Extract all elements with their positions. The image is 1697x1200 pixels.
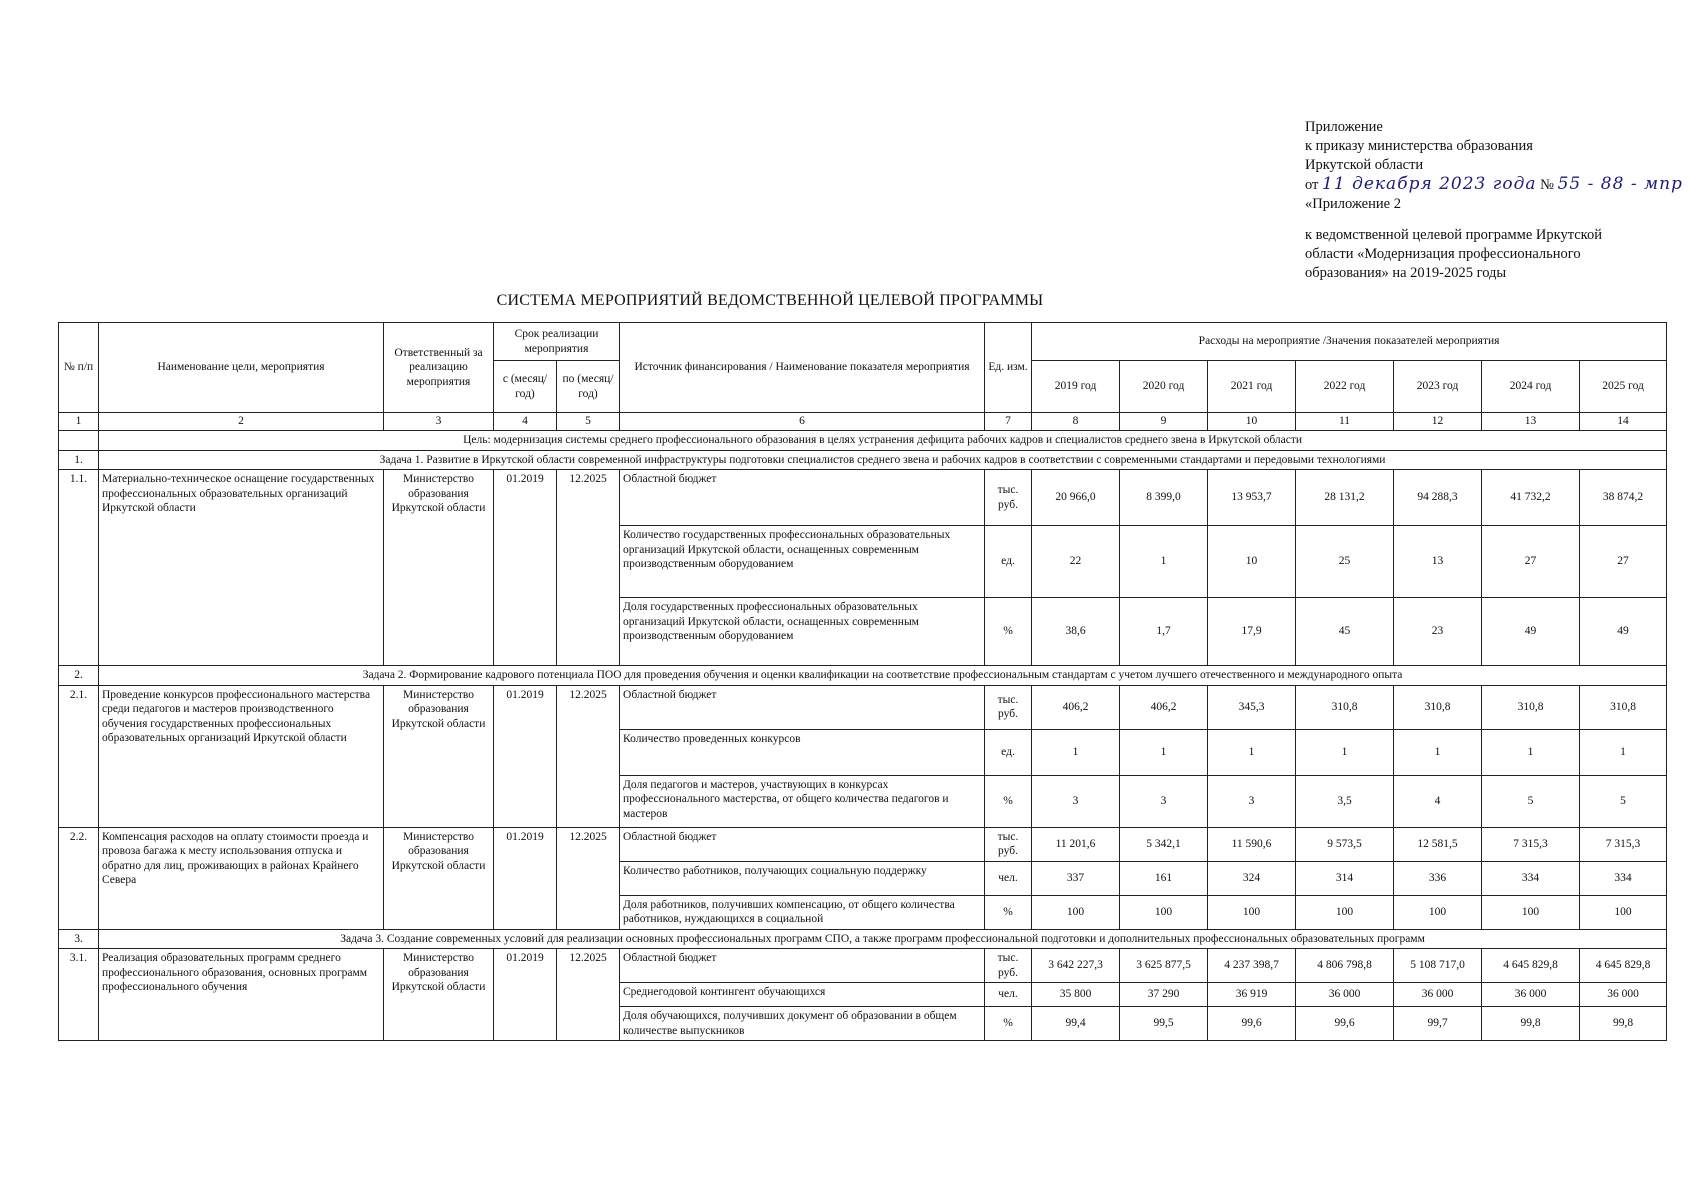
value-cell: 36 000 <box>1482 983 1580 1007</box>
handwritten-date: 11 декабря 2023 года <box>1322 174 1537 194</box>
value-cell: 27 <box>1580 526 1667 598</box>
activity-num: 2.2. <box>59 827 99 929</box>
activity-num: 1.1. <box>59 470 99 666</box>
indicator-unit: тыс. руб. <box>985 470 1032 526</box>
task-row <box>59 666 1667 686</box>
indicator-unit: тыс. руб. <box>985 949 1032 983</box>
header-from: с (месяц/ год) <box>494 361 557 413</box>
annex-block <box>1305 118 1683 283</box>
handwritten-number: 55 - 88 - мпр <box>1557 174 1683 194</box>
value-cell: 1,7 <box>1120 598 1208 666</box>
header-num: № п/п <box>59 323 99 413</box>
indicator-row <box>59 470 1667 526</box>
indicator-row <box>59 949 1667 983</box>
header-year: 2024 год <box>1482 361 1580 413</box>
value-cell: 336 <box>1394 861 1482 895</box>
task-num: 1. <box>59 450 99 470</box>
value-cell: 49 <box>1482 598 1580 666</box>
annex-date-line <box>1305 174 1683 195</box>
value-cell: 9 573,5 <box>1296 827 1394 861</box>
value-cell: 99,7 <box>1394 1007 1482 1041</box>
column-number: 1 <box>59 413 99 431</box>
indicator-label: Количество проведенных конкурсов <box>620 729 985 775</box>
activity-responsible: Министерство образования Иркутской области <box>384 685 494 827</box>
indicator-unit: тыс. руб. <box>985 685 1032 729</box>
value-cell: 4 645 829,8 <box>1482 949 1580 983</box>
column-number: 2 <box>99 413 384 431</box>
activity-to: 12.2025 <box>557 827 620 929</box>
value-cell: 1 <box>1208 729 1296 775</box>
value-cell: 310,8 <box>1296 685 1394 729</box>
column-number: 5 <box>557 413 620 431</box>
activity-num: 2.1. <box>59 685 99 827</box>
value-cell: 36 919 <box>1208 983 1296 1007</box>
value-cell: 99,6 <box>1296 1007 1394 1041</box>
activity-num: 3.1. <box>59 949 99 1041</box>
value-cell: 310,8 <box>1580 685 1667 729</box>
header-period: Срок реализации мероприятия <box>494 323 620 361</box>
goal-text: Цель: модернизация системы среднего профессионального образования в целях устранения дефицита рабочих кадров и специалистов среднего звена в Иркутской области <box>99 431 1667 451</box>
activity-name: Проведение конкурсов профессионального мастерства среди педагогов и мастеров производственного обучения государственных профессиональных образовательных организаций Иркутской области <box>99 685 384 827</box>
value-cell: 4 <box>1394 775 1482 827</box>
task-num: 2. <box>59 666 99 686</box>
value-cell: 45 <box>1296 598 1394 666</box>
indicator-label: Областной бюджет <box>620 827 985 861</box>
activity-responsible: Министерство образования Иркутской области <box>384 470 494 666</box>
indicator-unit: ед. <box>985 729 1032 775</box>
value-cell: 8 399,0 <box>1120 470 1208 526</box>
activities-table <box>58 322 1667 1041</box>
annex-line: области «Модернизация профессионального <box>1305 246 1581 262</box>
value-cell: 100 <box>1580 895 1667 929</box>
value-cell: 13 <box>1394 526 1482 598</box>
indicator-label: Количество работников, получающих социальную поддержку <box>620 861 985 895</box>
header-year: 2022 год <box>1296 361 1394 413</box>
header-source: Источник финансирования / Наименование показателя мероприятия <box>620 323 985 413</box>
value-cell: 5 <box>1482 775 1580 827</box>
value-cell: 99,8 <box>1580 1007 1667 1041</box>
indicator-unit: % <box>985 895 1032 929</box>
value-cell: 161 <box>1120 861 1208 895</box>
activity-to: 12.2025 <box>557 949 620 1041</box>
header-year: 2021 год <box>1208 361 1296 413</box>
value-cell: 99,8 <box>1482 1007 1580 1041</box>
task-num: 3. <box>59 929 99 949</box>
value-cell: 36 000 <box>1296 983 1394 1007</box>
indicator-unit: % <box>985 1007 1032 1041</box>
indicator-unit: ед. <box>985 526 1032 598</box>
column-number: 4 <box>494 413 557 431</box>
column-number: 13 <box>1482 413 1580 431</box>
header-year: 2020 год <box>1120 361 1208 413</box>
value-cell: 11 201,6 <box>1032 827 1120 861</box>
value-cell: 3 642 227,3 <box>1032 949 1120 983</box>
column-number: 3 <box>384 413 494 431</box>
value-cell: 310,8 <box>1482 685 1580 729</box>
indicator-label: Среднегодовой контингент обучающихся <box>620 983 985 1007</box>
value-cell: 4 645 829,8 <box>1580 949 1667 983</box>
value-cell: 7 315,3 <box>1580 827 1667 861</box>
value-cell: 3,5 <box>1296 775 1394 827</box>
value-cell: 35 800 <box>1032 983 1120 1007</box>
goal-row <box>59 431 1667 451</box>
value-cell: 41 732,2 <box>1482 470 1580 526</box>
value-cell: 1 <box>1296 729 1394 775</box>
value-cell: 4 237 398,7 <box>1208 949 1296 983</box>
indicator-unit: тыс. руб. <box>985 827 1032 861</box>
header-year: 2025 год <box>1580 361 1667 413</box>
header-responsible: Ответственный за реализацию мероприятия <box>384 323 494 413</box>
activity-to: 12.2025 <box>557 685 620 827</box>
value-cell: 99,6 <box>1208 1007 1296 1041</box>
activity-name: Материально-техническое оснащение государственных профессиональных образовательных организаций Иркутской области <box>99 470 384 666</box>
value-cell: 20 966,0 <box>1032 470 1120 526</box>
activity-name: Реализация образовательных программ среднего профессионального образования, основных программ профессионального обучения <box>99 949 384 1041</box>
annex-line: к ведомственной целевой программе Иркутской <box>1305 227 1602 243</box>
column-number: 6 <box>620 413 985 431</box>
task-row <box>59 450 1667 470</box>
annex-line: Приложение <box>1305 119 1383 135</box>
value-cell: 310,8 <box>1394 685 1482 729</box>
header-costs: Расходы на мероприятие /Значения показателей мероприятия <box>1032 323 1667 361</box>
indicator-unit: % <box>985 775 1032 827</box>
value-cell: 27 <box>1482 526 1580 598</box>
value-cell: 5 <box>1580 775 1667 827</box>
value-cell: 22 <box>1032 526 1120 598</box>
table-header <box>59 323 1667 431</box>
value-cell: 3 <box>1032 775 1120 827</box>
value-cell: 36 000 <box>1580 983 1667 1007</box>
task-text: Задача 3. Создание современных условий для реализации основных профессиональных программ СПО, а также программ профессиональной подготовки и дополнительных профессиональных образовательных программ <box>99 929 1667 949</box>
column-number: 7 <box>985 413 1032 431</box>
value-cell: 5 108 717,0 <box>1394 949 1482 983</box>
from-label: от <box>1305 177 1319 193</box>
value-cell: 100 <box>1208 895 1296 929</box>
value-cell: 1 <box>1394 729 1482 775</box>
value-cell: 1 <box>1580 729 1667 775</box>
indicator-unit: чел. <box>985 861 1032 895</box>
value-cell: 337 <box>1032 861 1120 895</box>
header-name: Наименование цели, мероприятия <box>99 323 384 413</box>
activity-from: 01.2019 <box>494 470 557 666</box>
indicator-row <box>59 685 1667 729</box>
task-row <box>59 929 1667 949</box>
column-number: 11 <box>1296 413 1394 431</box>
indicator-label: Доля государственных профессиональных образовательных организаций Иркутской области, оснащенных современным производственным оборудованием <box>620 598 985 666</box>
indicator-unit: чел. <box>985 983 1032 1007</box>
column-number: 14 <box>1580 413 1667 431</box>
annex-line: к приказу министерства образования <box>1305 138 1533 154</box>
value-cell: 1 <box>1120 729 1208 775</box>
value-cell: 314 <box>1296 861 1394 895</box>
goal-num-cell <box>59 431 99 451</box>
activity-responsible: Министерство образования Иркутской области <box>384 949 494 1041</box>
document-title: СИСТЕМА МЕРОПРИЯТИЙ ВЕДОМСТВЕННОЙ ЦЕЛЕВОЙ ПРОГРАММЫ <box>496 292 1044 309</box>
value-cell: 100 <box>1482 895 1580 929</box>
value-cell: 1 <box>1032 729 1120 775</box>
task-text: Задача 2. Формирование кадрового потенциала ПОО для проведения обучения и оценки квалификации на соответствие профессиональным стандартам с учетом лучшего отечественного и международного опыта <box>99 666 1667 686</box>
value-cell: 23 <box>1394 598 1482 666</box>
value-cell: 37 290 <box>1120 983 1208 1007</box>
value-cell: 100 <box>1032 895 1120 929</box>
header-year: 2023 год <box>1394 361 1482 413</box>
column-number: 8 <box>1032 413 1120 431</box>
value-cell: 1 <box>1120 526 1208 598</box>
value-cell: 406,2 <box>1032 685 1120 729</box>
activity-from: 01.2019 <box>494 827 557 929</box>
indicator-label: Количество государственных профессиональных образовательных организаций Иркутской области, оснащенных современным производственным оборудованием <box>620 526 985 598</box>
indicator-label: Доля обучающихся, получивших документ об образовании в общем количестве выпускников <box>620 1007 985 1041</box>
column-number: 12 <box>1394 413 1482 431</box>
value-cell: 99,5 <box>1120 1007 1208 1041</box>
indicator-unit: % <box>985 598 1032 666</box>
activity-from: 01.2019 <box>494 685 557 827</box>
value-cell: 38,6 <box>1032 598 1120 666</box>
value-cell: 3 <box>1120 775 1208 827</box>
value-cell: 94 288,3 <box>1394 470 1482 526</box>
column-number: 10 <box>1208 413 1296 431</box>
header-unit: Ед. изм. <box>985 323 1032 413</box>
value-cell: 17,9 <box>1208 598 1296 666</box>
value-cell: 3 <box>1208 775 1296 827</box>
value-cell: 100 <box>1120 895 1208 929</box>
value-cell: 28 131,2 <box>1296 470 1394 526</box>
value-cell: 11 590,6 <box>1208 827 1296 861</box>
value-cell: 12 581,5 <box>1394 827 1482 861</box>
value-cell: 345,3 <box>1208 685 1296 729</box>
value-cell: 25 <box>1296 526 1394 598</box>
indicator-row <box>59 827 1667 861</box>
indicator-label: Областной бюджет <box>620 949 985 983</box>
annex-line: образования» на 2019-2025 годы <box>1305 265 1507 281</box>
indicator-label: Доля работников, получивших компенсацию, от общего количества работников, нуждающихся в социальной <box>620 895 985 929</box>
value-cell: 3 625 877,5 <box>1120 949 1208 983</box>
indicator-label: Доля педагогов и мастеров, участвующих в конкурсах профессионального мастерства, от общего количества педагогов и мастеров <box>620 775 985 827</box>
value-cell: 4 806 798,8 <box>1296 949 1394 983</box>
number-label: № <box>1540 177 1554 193</box>
annex-line: «Приложение 2 <box>1305 196 1401 212</box>
activity-from: 01.2019 <box>494 949 557 1041</box>
activity-to: 12.2025 <box>557 470 620 666</box>
task-text: Задача 1. Развитие в Иркутской области современной инфраструктуры подготовки специалистов среднего звена и рабочих кадров в соответствии с современными стандартами и передовыми технологиями <box>99 450 1667 470</box>
value-cell: 99,4 <box>1032 1007 1120 1041</box>
header-year: 2019 год <box>1032 361 1120 413</box>
value-cell: 1 <box>1482 729 1580 775</box>
value-cell: 100 <box>1394 895 1482 929</box>
header-to: по (месяц/ год) <box>557 361 620 413</box>
value-cell: 38 874,2 <box>1580 470 1667 526</box>
column-number: 9 <box>1120 413 1208 431</box>
value-cell: 13 953,7 <box>1208 470 1296 526</box>
value-cell: 334 <box>1482 861 1580 895</box>
table-body <box>59 431 1667 1041</box>
value-cell: 10 <box>1208 526 1296 598</box>
activity-responsible: Министерство образования Иркутской области <box>384 827 494 929</box>
value-cell: 36 000 <box>1394 983 1482 1007</box>
value-cell: 5 342,1 <box>1120 827 1208 861</box>
indicator-label: Областной бюджет <box>620 685 985 729</box>
value-cell: 7 315,3 <box>1482 827 1580 861</box>
value-cell: 49 <box>1580 598 1667 666</box>
annex-line: Иркутской области <box>1305 157 1424 173</box>
value-cell: 324 <box>1208 861 1296 895</box>
indicator-label: Областной бюджет <box>620 470 985 526</box>
activity-name: Компенсация расходов на оплату стоимости проезда и провоза багажа к месту использования отпуска и обратно для лиц, проживающих в районах Крайнего Севера <box>99 827 384 929</box>
value-cell: 334 <box>1580 861 1667 895</box>
value-cell: 100 <box>1296 895 1394 929</box>
value-cell: 406,2 <box>1120 685 1208 729</box>
